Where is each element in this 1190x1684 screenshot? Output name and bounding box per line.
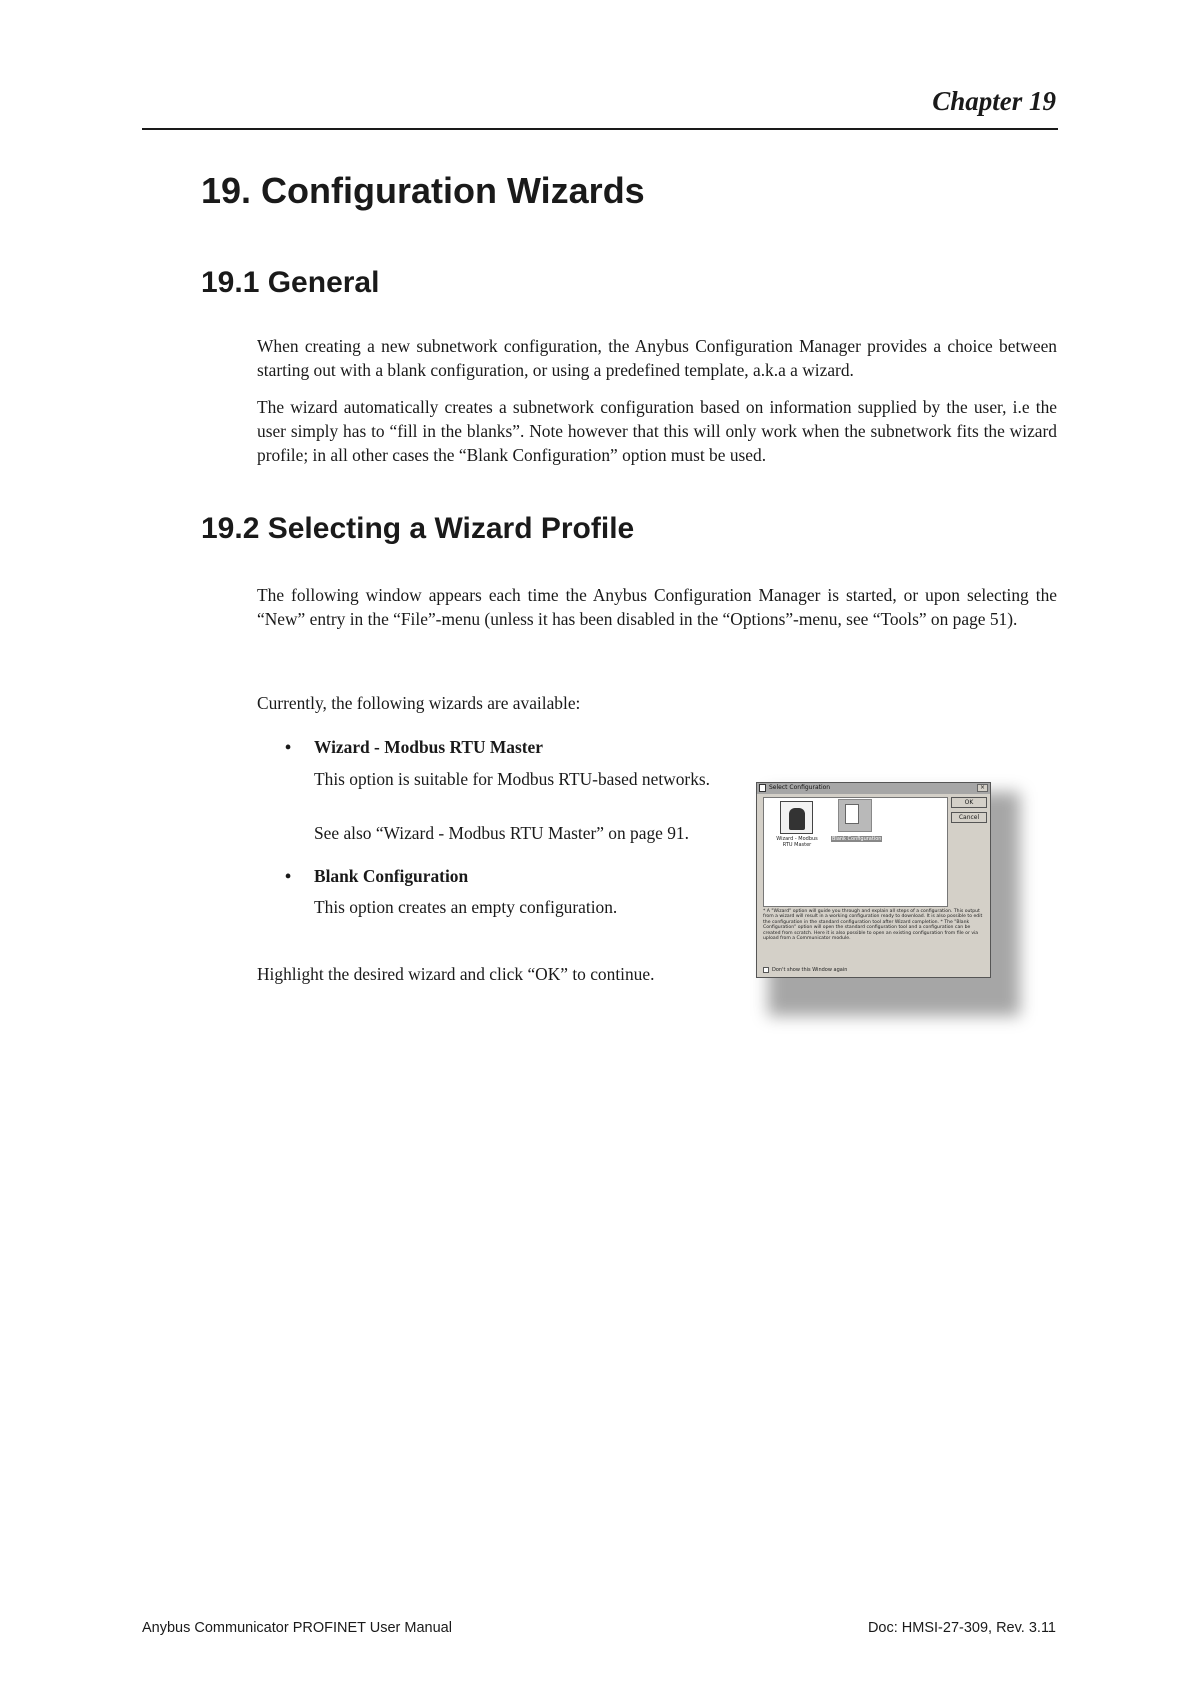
chapter-label: Chapter 19: [932, 86, 1056, 116]
dont-show-checkbox[interactable]: [763, 967, 769, 973]
bullet-wizard-modbus: [285, 735, 543, 759]
header-rule: [142, 128, 1058, 130]
paragraph-general-2: The wizard automatically creates a subnetwork configuration based on information supplied by the user, i.e the user simply has to “fill in the blanks”. Note however that this will only work when the subnetwork fits the wizard profile; in all other cases the “Blank Configuration” option must be used.: [257, 397, 1057, 465]
blank-configuration-icon[interactable]: [838, 799, 872, 832]
blank-configuration-label[interactable]: Blank Configuration: [832, 836, 882, 842]
bullet-blank-configuration: [285, 864, 468, 888]
figure-icon: [789, 808, 805, 830]
bullet-dot: •: [285, 866, 292, 886]
dialog-title: Select Configuration: [769, 784, 831, 791]
wizard-list: [763, 797, 948, 907]
paragraph-selecting-1: The following window appears each time the Anybus Configuration Manager is started, or upon selecting the “New” entry in the “File”-menu (unless it has been disabled in the “Options”-menu, see “Tools” on page 51).: [257, 585, 1057, 629]
page-title: 19. Configuration Wizards: [201, 170, 645, 211]
dialog-titlebar: [757, 783, 990, 794]
paragraph-selecting-2: Currently, the following wizards are available:: [257, 693, 581, 713]
select-configuration-dialog: [756, 782, 991, 978]
wizard-modbus-icon[interactable]: [780, 801, 813, 834]
bullet-title: Blank Configuration: [314, 866, 469, 886]
bullet-description: This option is suitable for Modbus RTU-based networks.: [314, 769, 711, 789]
footer-manual-title: Anybus Communicator PROFINET User Manual: [142, 1620, 452, 1636]
footer-doc-number: Doc: HMSI-27-309, Rev. 3.11: [867, 1620, 1056, 1636]
paragraph-closing: Highlight the desired wizard and click “OK” to continue.: [257, 964, 655, 984]
bullet-see-also: See also “Wizard - Modbus RTU Master” on page 91.: [314, 823, 689, 843]
bullet-description: This option creates an empty configuration.: [314, 897, 618, 917]
document-icon: [845, 804, 859, 824]
section-heading-selecting: 19.2 Selecting a Wizard Profile: [201, 512, 635, 545]
bullet-dot: •: [285, 737, 292, 757]
bullet-title: Wizard - Modbus RTU Master: [314, 737, 543, 757]
section-heading-general: 19.1 General: [201, 266, 380, 299]
ok-button[interactable]: OK: [951, 797, 987, 808]
app-icon: [759, 784, 766, 792]
close-button[interactable]: ×: [977, 784, 988, 792]
cancel-button[interactable]: Cancel: [951, 812, 987, 823]
paragraph-general-1: When creating a new subnetwork configuration, the Anybus Configuration Manager provides a choice between starting out with a blank configuration, or using a predefined template, a.k.a a wizard.: [257, 336, 1057, 380]
wizard-modbus-label[interactable]: Wizard - Modbus RTU Master: [776, 836, 818, 848]
dont-show-label: Don't show this Window again: [772, 967, 848, 973]
dialog-description: * A "Wizard" option will guide you through and explain all steps of a configuration. This output from a wizard will result in a working configuration ready to download. It is also possible to edit the configuration in the standard configuration tool after Wizard completion. * The "Blank Configuration" option will open the standard configuration tool and a configuration can be created from scratch. Here it is also possible to open an existing configuration from file or via upload from a Communicator module.: [763, 909, 983, 942]
